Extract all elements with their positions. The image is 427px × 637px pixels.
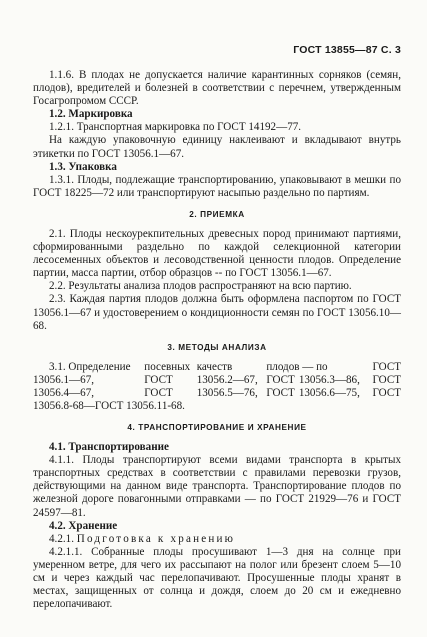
paragraph-2-3: 2.3. Каждая партия плодов должна быть оформлена паспортом по ГОСТ 13056.1—67 и удостоверением о кондиционности семян по ГОСТ 13056.10—68. [33, 293, 401, 332]
refs-cell: ГОСТ [144, 386, 173, 399]
refs-cell: 13056.5—76, [196, 386, 258, 399]
paragraph-4-1-1: 4.1.1. Плоды транспортируют всеми видами транспорта в крытых транспортных средствах в соответствии с правилами перевозки грузов, действующими на данном виде транспорта. Транспортирование плодов по железной дороге повагонными отправками — по ГОСТ 21929—76 и ГОСТ 24597—81. [33, 454, 401, 519]
paragraph-1-2-1: 1.2.1. Транспортная маркировка по ГОСТ 14192—77. [49, 121, 302, 134]
refs-cell: 13056.2—67, [196, 373, 258, 386]
refs-cell: 13056.4—67, [33, 386, 95, 399]
refs-cell: ГОСТ [372, 386, 401, 399]
paragraph-1-1-6: 1.1.6. В плодах не допускается наличие карантинных сорняков (семян, плодов), вредителей и болезней в соответствии с перечнем, утвержденным Госагропромом СССР. [33, 69, 401, 108]
heading-text-spaced: Подготовка к хранению [76, 532, 236, 545]
refs-cell: ГОСТ [372, 373, 401, 386]
refs-row-3 [33, 387, 401, 400]
refs-cell: ГОСТ [372, 360, 401, 373]
refs-row-4 [33, 400, 401, 413]
refs-cell: 13056.1—67, [33, 373, 95, 386]
heading-marking: 1.2. Маркировка [49, 108, 133, 121]
refs-cell: плодов — по [266, 360, 328, 373]
analysis-references [33, 361, 401, 413]
refs-cell: качеств [196, 360, 233, 373]
refs-cell: ГОСТ [266, 373, 295, 386]
refs-cell: посевных [144, 360, 191, 373]
refs-cell: 13056.6—75, [298, 386, 360, 399]
refs-row-1 [33, 361, 401, 374]
refs-cell: ГОСТ [144, 373, 173, 386]
paragraph-2-1: 2.1. Плоды нескоурекпительных древесных пород принимают партиями, сформированными раздельно по каждой селекционной категории лесосеменных объектов и лесоводственной ценности плодов. Определение партии, масса партии, отбор образцов -- по ГОСТ 13056.1—67. [33, 227, 401, 280]
refs-row-2 [33, 374, 401, 387]
heading-storage-preparation [33, 533, 401, 546]
paragraph-1-2-1-label: На каждую упаковочную единицу наклеивают и вкладывают внутрь этикетки по ГОСТ 13056.1—67. [33, 134, 401, 160]
heading-packaging: 1.3. Упаковка [49, 160, 117, 173]
refs-cell: 13056.8-68—ГОСТ 13056.11-68. [33, 399, 185, 412]
page-header: ГОСТ 13855—87 С. 3 [293, 44, 401, 56]
paragraph-1-3-1: 1.3.1. Плоды, подлежащие транспортированию, упаковывают в мешки по ГОСТ 18225—72 или транспортируют насыпью раздельно по партиям. [33, 173, 401, 199]
section-title-transport-storage: 4. ТРАНСПОРТИРОВАНИЕ И ХРАНЕНИЕ [127, 423, 307, 433]
section-title-analysis-methods: 3. МЕТОДЫ АНАЛИЗА [167, 342, 267, 352]
paragraph-2-2: 2.2. Результаты анализа плодов распространяют на всю партию. [49, 280, 352, 293]
section-title-acceptance: 2. ПРИЕМКА [189, 209, 245, 219]
paragraph-4-2-1-1: 4.2.1.1. Собранные плоды просушивают 1—3 дня на солнце при умеренном ветре, для чего их рассыпают на полог или брезент слоем 5—10 см и через каждый час перелопачивают. Просушенные плоды хранят в местах, защищенных от солнца и дождя, слоем до 20 см и ежедневно перелопачивают. [33, 545, 401, 611]
refs-cell: ГОСТ [266, 386, 295, 399]
refs-cell: 3.1. Определение [49, 360, 131, 373]
heading-storage: 4.2. Хранение [49, 519, 118, 532]
heading-transportation: 4.1. Транспортирование [49, 441, 169, 454]
page-content [33, 69, 401, 611]
refs-cell: 13056.3—86, [298, 373, 360, 386]
heading-number: 4.2.1. [49, 532, 74, 545]
